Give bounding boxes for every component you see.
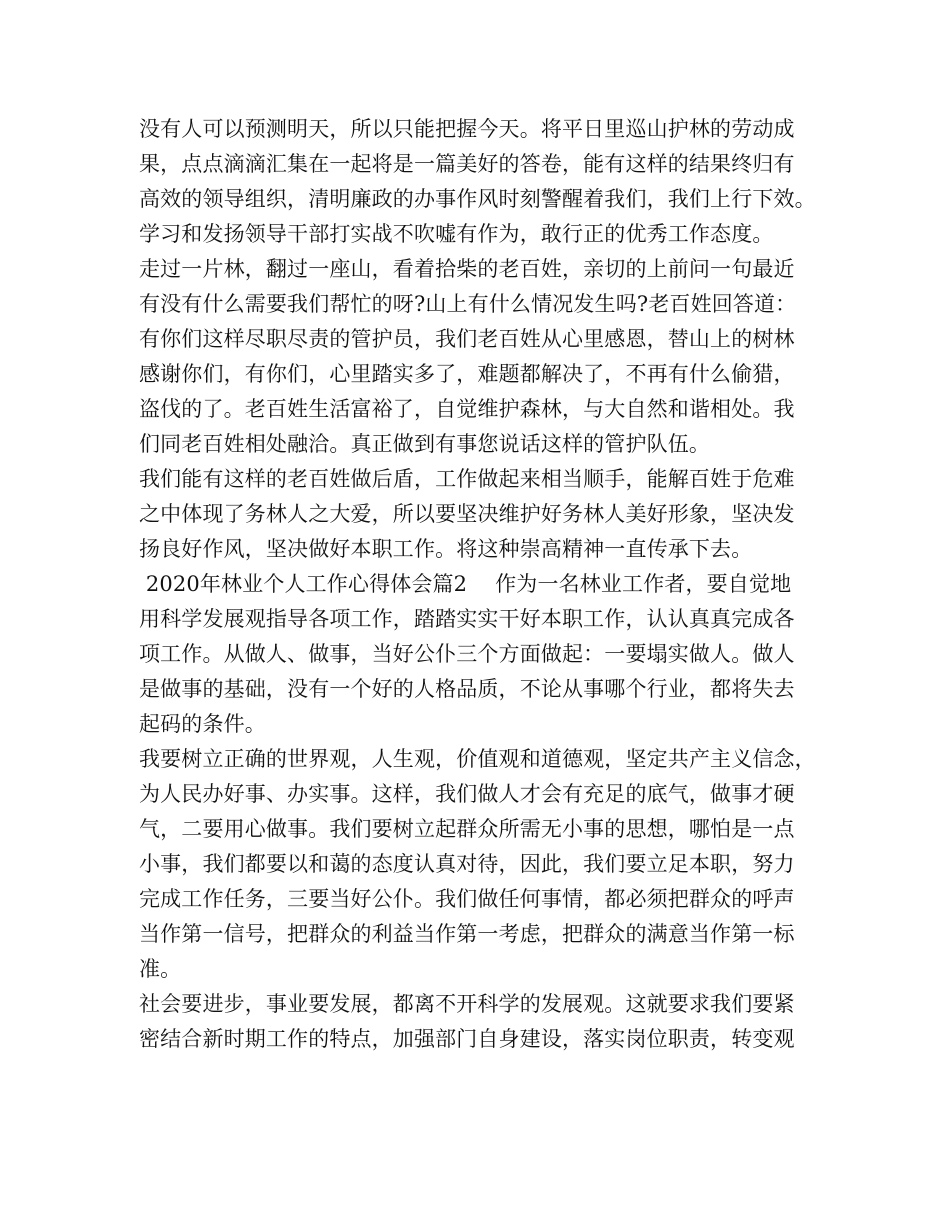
text-line: 走过一片林，翻过一座山，看着拾柴的老百姓，亲切的上前问一句最近 [139,257,795,281]
text-line: 起码的条件。 [139,712,266,736]
section-heading-line: 2020年林业个人工作心得体会篇2 作为一名林业工作者，要自觉地 [139,572,792,596]
text-line: 我们能有这样的老百姓做后盾，工作做起来相当顺手，能解百姓于危难 [139,467,795,491]
text-line: 密结合新时期工作的特点，加强部门自身建设，落实岗位职责，转变观 [139,1027,795,1051]
text-line: 社会要进步，事业要发展，都离不开科学的发展观。这就要求我们要紧 [139,992,795,1016]
text-line: 果，点点滴滴汇集在一起将是一篇美好的答卷，能有这样的结果终归有 [139,152,795,176]
text-line: 有没有什么需要我们帮忙的呀?山上有什么情况发生吗?老百姓回答道： [139,292,797,316]
text-line: 气，二要用心做事。我们要树立起群众所需无小事的思想，哪怕是一点 [139,817,795,841]
text-line: 有你们这样尽职尽责的管护员，我们老百姓从心里感恩，替山上的树林 [139,327,795,351]
text-line: 学习和发扬领导干部打实战不吹嘘有作为，敢行正的优秀工作态度。 [139,222,774,246]
text-line: 用科学发展观指导各项工作，踏踏实实干好本职工作，认认真真完成各 [139,607,795,631]
text-line: 没有人可以预测明天，所以只能把握今天。将平日里巡山护林的劳动成 [139,117,795,141]
text-line: 完成工作任务，三要当好公仆。我们做任何事情，都必须把群众的呼声 [139,887,795,911]
text-line: 当作第一信号，把群众的利益当作第一考虑，把群众的满意当作第一标 [139,922,795,946]
text-line: 们同老百姓相处融洽。真正做到有事您说话这样的管护队伍。 [139,432,711,456]
text-line: 感谢你们，有你们，心里踏实多了，难题都解决了，不再有什么偷猎， [139,362,795,386]
text-line: 是做事的基础，没有一个好的人格品质，不论从事哪个行业，都将失去 [139,677,795,701]
text-line: 扬良好作风，坚决做好本职工作。将这种崇高精神一直传承下去。 [139,537,753,561]
text-line: 之中体现了务林人之大爱，所以要坚决维护好务林人美好形象，坚决发 [139,502,795,526]
body-text [139,112,839,1057]
text-line: 项工作。从做人、做事，当好公仆三个方面做起：一要塌实做人。做人 [139,642,795,666]
text-line: 我要树立正确的世界观，人生观，价值观和道德观，坚定共产主义信念， [139,747,816,771]
text-line: 盗伐的了。老百姓生活富裕了，自觉维护森林，与大自然和谐相处。我 [139,397,795,421]
text-line: 准。 [139,957,182,981]
text-line: 为人民办好事、办实事。这样，我们做人才会有充足的底气，做事才硬 [139,782,795,806]
text-line: 高效的领导组织，清明廉政的办事作风时刻警醒着我们，我们上行下效。 [139,187,816,211]
text-line: 小事，我们都要以和蔼的态度认真对待，因此，我们要立足本职，努力 [139,852,795,876]
